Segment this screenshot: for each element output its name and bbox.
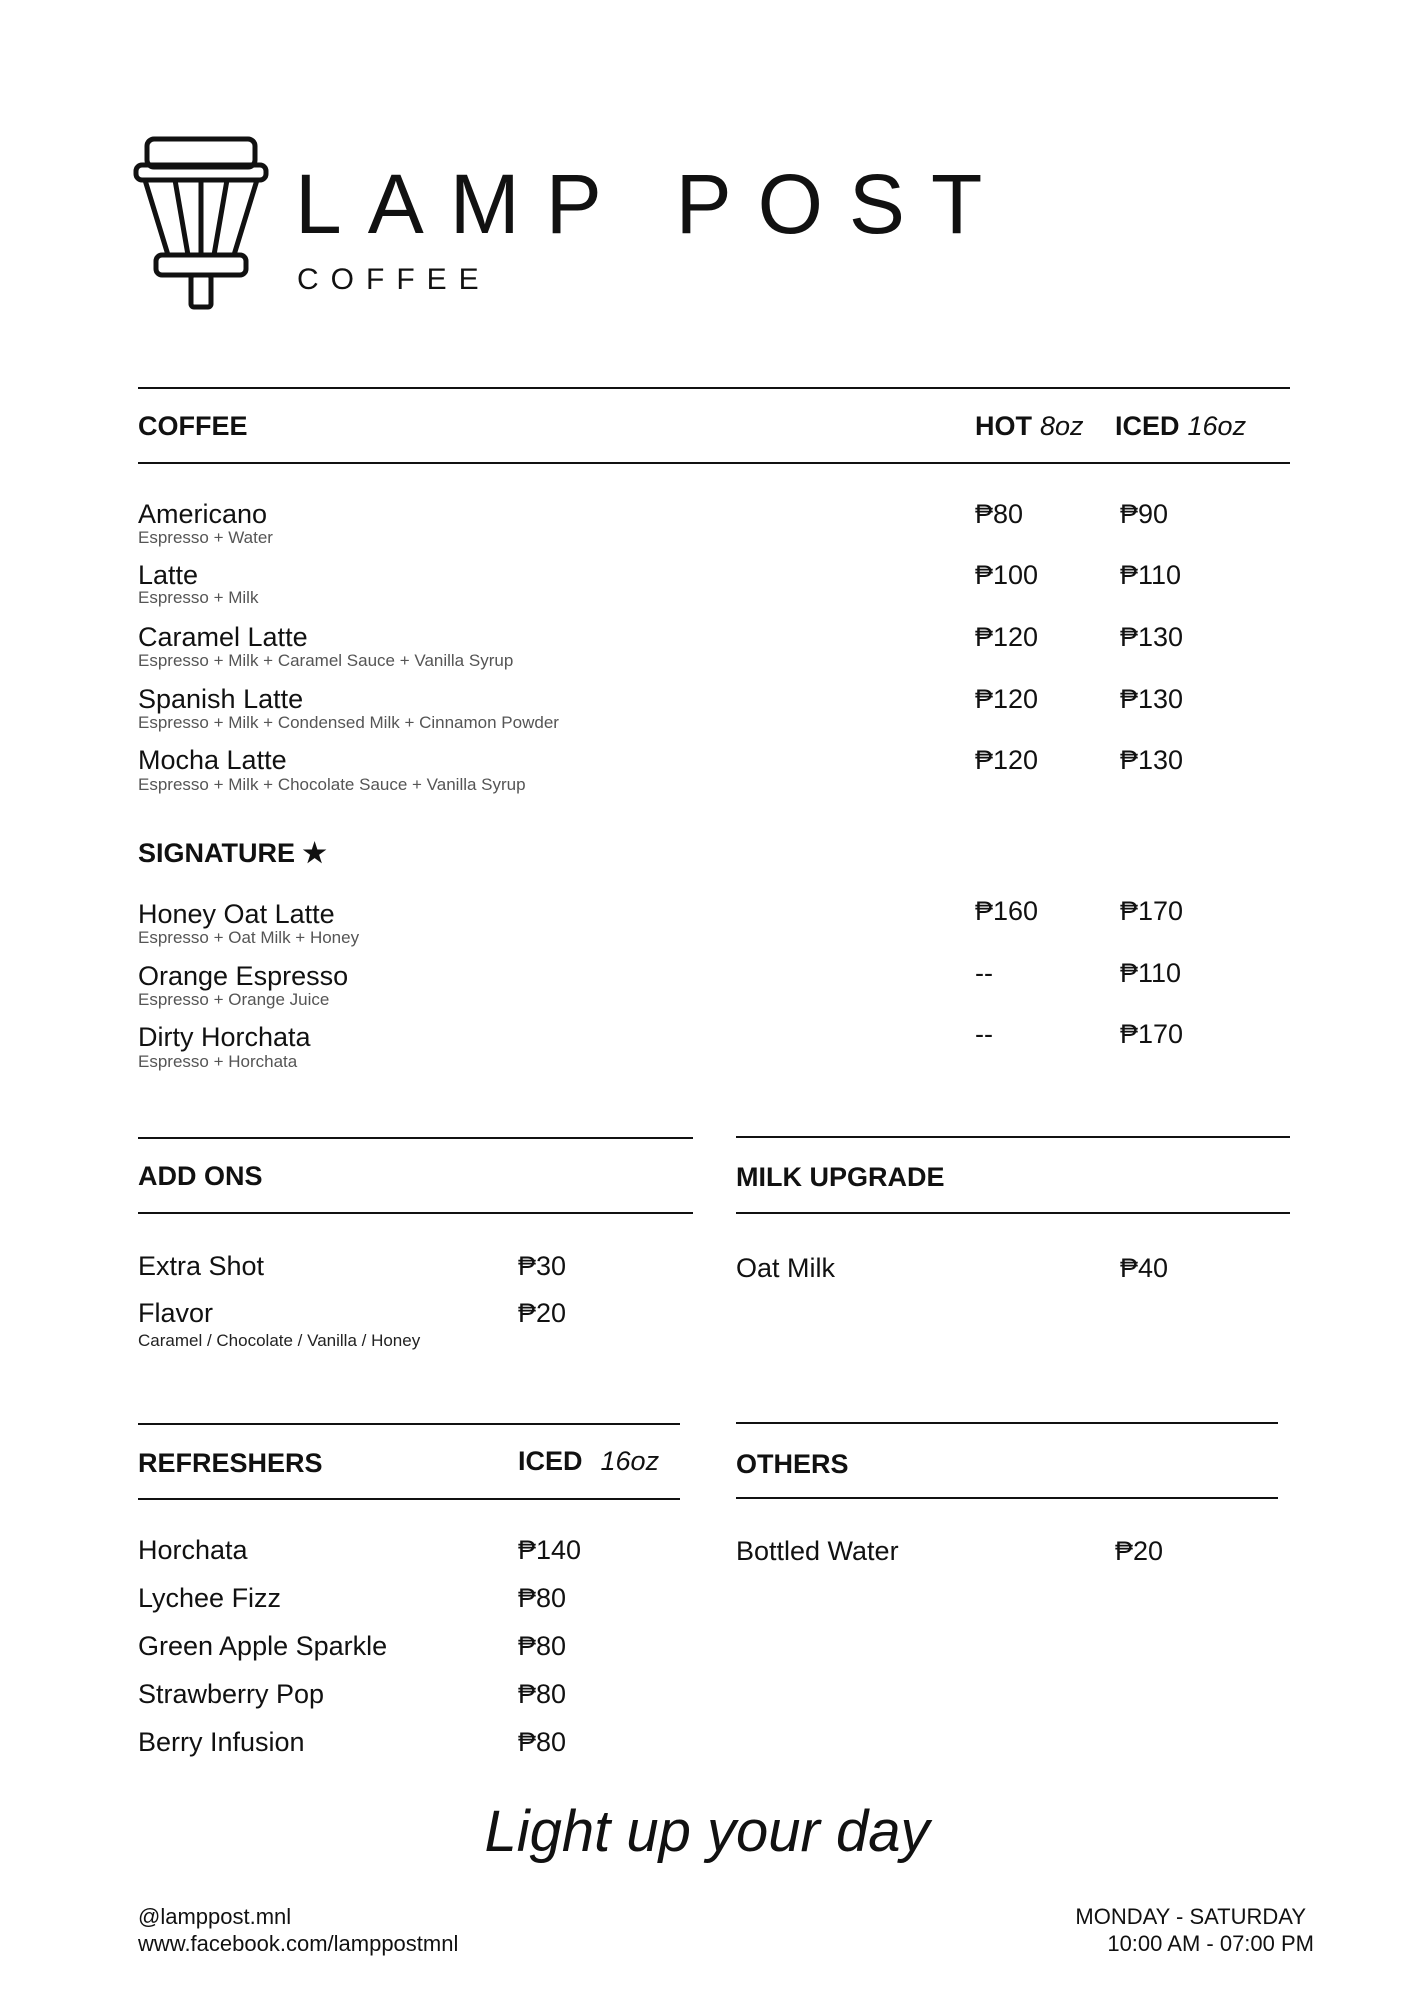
iced-label: ICED (1115, 411, 1180, 441)
column-header-hot (975, 413, 1084, 440)
milk-upgrade-price: ₱40 (1120, 1253, 1169, 1283)
menu-item-description: Espresso + Horchata (138, 1052, 298, 1071)
divider (736, 1136, 1290, 1138)
refresher-name: Strawberry Pop (138, 1679, 325, 1709)
refresher-name: Green Apple Sparkle (138, 1631, 388, 1661)
divider (736, 1422, 1278, 1424)
menu-item-name: Dirty Horchata (138, 1022, 311, 1052)
price-iced: ₱90 (1120, 499, 1169, 529)
menu-item-name: Honey Oat Latte (138, 899, 335, 929)
refresher-price: ₱80 (518, 1727, 567, 1757)
price-iced: ₱170 (1120, 1019, 1184, 1049)
addon-name: Flavor (138, 1298, 214, 1328)
menu-item-description: Espresso + Milk + Caramel Sauce + Vanilla Syrup (138, 651, 514, 670)
iced-size: 16oz (1187, 411, 1247, 441)
divider (138, 1212, 693, 1214)
column-header-iced (1115, 413, 1246, 440)
business-hours: 10:00 AM - 07:00 PM (1107, 1931, 1314, 1956)
milk-upgrade-name: Oat Milk (736, 1253, 836, 1283)
divider (736, 1212, 1290, 1214)
section-heading-refreshers: REFRESHERS (138, 1448, 323, 1478)
section-heading-coffee: COFFEE (138, 411, 248, 441)
price-hot: ₱120 (975, 622, 1039, 652)
price-hot: ₱120 (975, 684, 1039, 714)
price-hot: -- (975, 1019, 993, 1049)
brand-name: LAMP POST (295, 157, 1009, 251)
facebook-url: www.facebook.com/lamppostmnl (138, 1931, 459, 1956)
lamp-post-icon (133, 136, 273, 311)
refresher-name: Lychee Fizz (138, 1583, 282, 1613)
divider (138, 462, 1290, 464)
brand-logo (133, 136, 273, 311)
brand-subtitle: COFFEE (297, 263, 491, 296)
menu-item-name: Orange Espresso (138, 961, 349, 991)
price-iced: ₱110 (1120, 958, 1182, 988)
price-hot: ₱80 (975, 499, 1024, 529)
refresher-name: Berry Infusion (138, 1727, 305, 1757)
menu-item-name: Americano (138, 499, 268, 529)
menu-item-description: Espresso + Milk + Chocolate Sauce + Vanilla Syrup (138, 775, 526, 794)
menu-item-description: Espresso + Oat Milk + Honey (138, 928, 360, 947)
divider (138, 1498, 680, 1500)
price-iced: ₱130 (1120, 684, 1184, 714)
menu-item-description: Espresso + Water (138, 528, 273, 547)
social-handle: @lamppost.mnl (138, 1904, 292, 1929)
addon-price: ₱30 (518, 1251, 567, 1281)
hot-size: 8oz (1040, 411, 1084, 441)
divider (138, 387, 1290, 389)
menu-item-description: Espresso + Milk (138, 588, 259, 607)
price-iced: ₱110 (1120, 560, 1182, 590)
section-heading-others: OTHERS (736, 1449, 849, 1479)
addon-price: ₱20 (518, 1298, 567, 1328)
refresher-price: ₱80 (518, 1583, 567, 1613)
iced-label: ICED (518, 1446, 583, 1476)
price-hot: -- (975, 958, 993, 988)
divider (138, 1137, 693, 1139)
price-hot: ₱120 (975, 745, 1039, 775)
price-hot: ₱100 (975, 560, 1039, 590)
menu-item-description: Espresso + Orange Juice (138, 990, 330, 1009)
section-heading-signature: SIGNATURE ★ (138, 838, 327, 868)
divider (138, 1423, 680, 1425)
tagline: Light up your day (484, 1799, 930, 1864)
section-heading-milk-upgrade: MILK UPGRADE (736, 1162, 945, 1192)
menu-item-description: Espresso + Milk + Condensed Milk + Cinnamon Powder (138, 713, 559, 732)
iced-size: 16oz (600, 1446, 660, 1476)
price-iced: ₱130 (1120, 745, 1184, 775)
menu-item-name: Spanish Latte (138, 684, 304, 714)
refresher-name: Horchata (138, 1535, 248, 1565)
addon-name: Extra Shot (138, 1251, 265, 1281)
business-days: MONDAY - SATURDAY (1075, 1904, 1306, 1929)
other-item-price: ₱20 (1115, 1536, 1164, 1566)
flavor-options: Caramel / Chocolate / Vanilla / Honey (138, 1331, 421, 1350)
refresher-price: ₱80 (518, 1631, 567, 1661)
menu-item-name: Mocha Latte (138, 745, 287, 775)
menu-item-name: Latte (138, 560, 199, 590)
price-iced: ₱170 (1120, 896, 1184, 926)
section-heading-addons: ADD ONS (138, 1161, 263, 1191)
divider (736, 1497, 1278, 1499)
refresher-price: ₱140 (518, 1535, 582, 1565)
refresher-price: ₱80 (518, 1679, 567, 1709)
hot-label: HOT (975, 411, 1032, 441)
column-header-iced (518, 1448, 659, 1475)
price-iced: ₱130 (1120, 622, 1184, 652)
other-item-name: Bottled Water (736, 1536, 899, 1566)
menu-item-name: Caramel Latte (138, 622, 308, 652)
price-hot: ₱160 (975, 896, 1039, 926)
